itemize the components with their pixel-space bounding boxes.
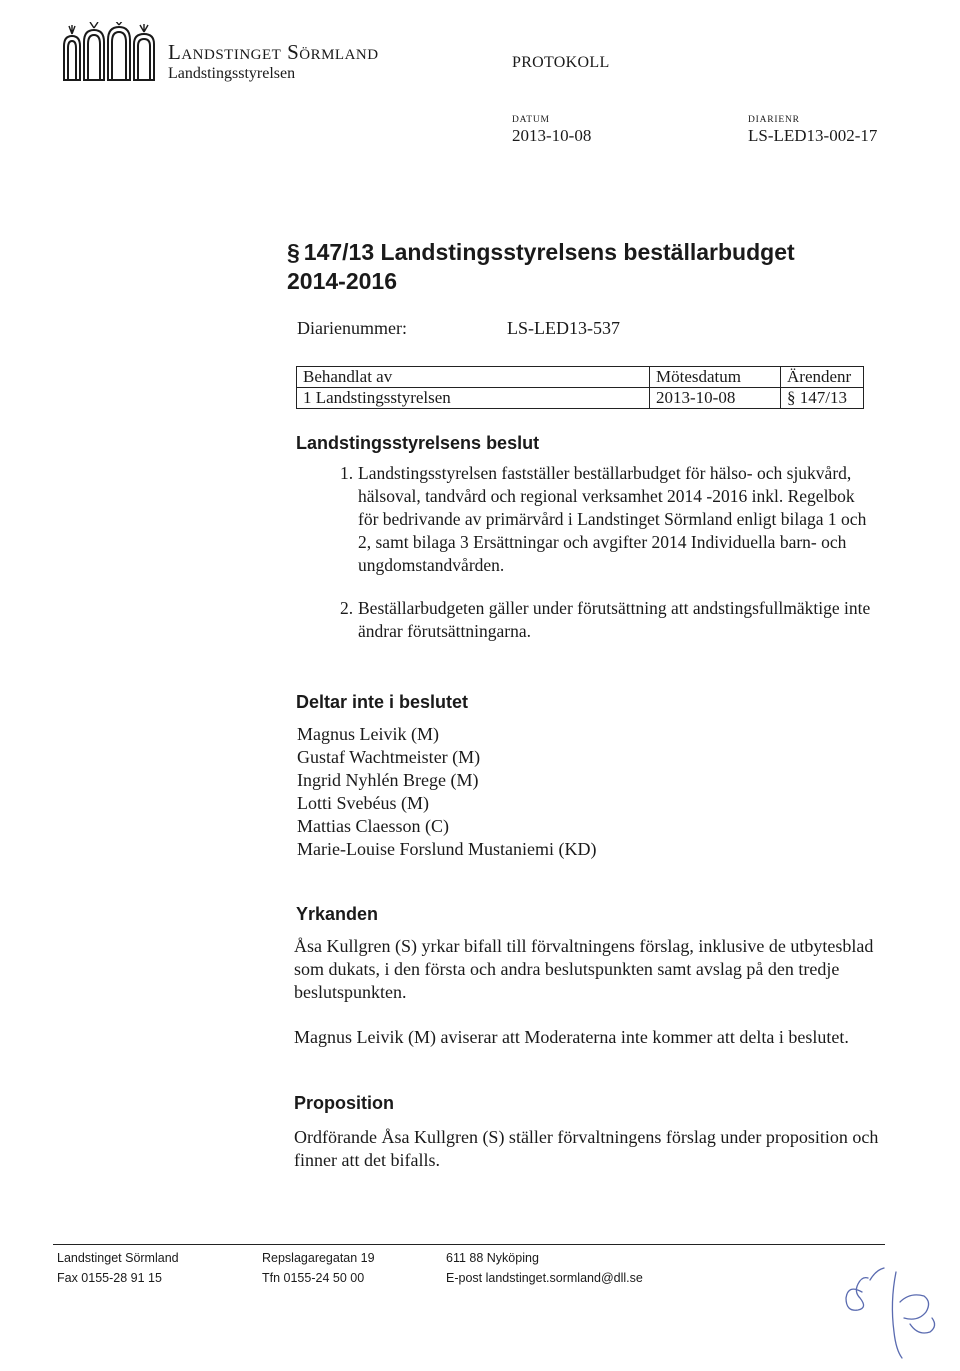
footer-fax: Fax 0155-28 91 15: [57, 1271, 162, 1285]
footer-postal: 611 88 Nyköping: [446, 1251, 539, 1265]
document-type: PROTOKOLL: [512, 54, 610, 71]
proposition-paragraph: Ordförande Åsa Kullgren (S) ställer förvaltningens förslag under proposition och finner att det bifalls.: [294, 1127, 879, 1170]
table-cell: § 147/13: [781, 388, 864, 409]
handwritten-initials: [840, 1262, 950, 1362]
table-cell: 2013-10-08: [650, 388, 781, 409]
table-header-cell: Mötesdatum: [650, 367, 781, 388]
footer-divider: [53, 1244, 885, 1245]
list-item: Mattias Claesson (C): [297, 816, 449, 836]
org-subtitle: Landstingsstyrelsen: [168, 65, 296, 82]
page-title: [287, 238, 847, 296]
deltar-inte-list: [297, 723, 596, 861]
yrkanden-paragraph: Åsa Kullgren (S) yrkar bifall till förvaltningens förslag, inklusive de utbytesblad som dukats, i den första och andra beslutspunkten samt avslag på den tredje beslutspunkten.: [294, 936, 874, 1002]
footer-phone: Tfn 0155-24 50 00: [262, 1271, 365, 1285]
title-text: 147/13 Landstingsstyrelsens beställarbudget 2014-2016: [287, 239, 795, 294]
table-header-cell: Ärendenr: [781, 367, 864, 388]
footer-street: Repslagaregatan 19: [262, 1251, 375, 1265]
diarienummer-label: Diarienummer:: [297, 318, 407, 338]
list-item: Marie-Louise Forslund Mustaniemi (KD): [297, 839, 597, 859]
list-item: Magnus Leivik (M): [297, 724, 439, 744]
table-cell: 1 Landstingsstyrelsen: [297, 388, 650, 409]
table-header-row: [297, 367, 864, 388]
list-item-text: Landstingsstyrelsen fastställer beställarbudget för hälso- och sjukvård, hälsoval, tandvård och regional verksamhet 2014 -2016 inkl. Regelbok för bedrivande av primärvård i Landstinget Sörmland enligt bilaga 1 och 2, samt bilaga 3 Ersättningar och avgifter 2014 Individuella barn- och ungdomstandvården.: [358, 463, 867, 575]
deltar-inte-heading: Deltar inte i beslutet: [296, 692, 469, 712]
table-header-cell: Behandlat av: [297, 367, 650, 388]
list-item: [296, 597, 876, 643]
beslut-heading: Landstingsstyrelsens beslut: [296, 433, 540, 453]
list-item: Ingrid Nyhlén Brege (M): [297, 770, 479, 790]
list-item: [296, 462, 876, 577]
footer-org: Landstinget Sörmland: [57, 1251, 179, 1265]
beslut-list: [296, 462, 876, 663]
list-item-text: Beställarbudgeten gäller under förutsättning att andstingsfullmäktige inte ändrar förutsättningarna.: [358, 598, 871, 641]
datum-label: DATUM: [512, 115, 550, 125]
landstinget-logo: [58, 22, 158, 86]
diarienr-label: DIARIENR: [748, 115, 800, 125]
list-item-number: 2.: [340, 598, 354, 618]
behandlat-table: [296, 366, 864, 409]
list-item-number: 1.: [340, 463, 354, 483]
proposition-heading: Proposition: [294, 1093, 394, 1113]
list-item: Gustaf Wachtmeister (M): [297, 747, 481, 767]
diarienummer-value: LS-LED13-537: [507, 318, 620, 338]
table-row: [297, 388, 864, 409]
org-name: Landstinget Sörmland: [168, 40, 379, 64]
list-item: Lotti Svebéus (M): [297, 793, 429, 813]
yrkanden-heading: Yrkanden: [296, 904, 379, 924]
yrkanden-paragraph: Magnus Leivik (M) aviserar att Moderaterna inte kommer att delta i beslutet.: [294, 1027, 849, 1047]
footer-email: E-post landstinget.sormland@dll.se: [446, 1271, 643, 1285]
datum-value: 2013-10-08: [512, 126, 592, 145]
section-symbol: §: [287, 239, 300, 265]
diarienr-value: LS-LED13-002-17: [748, 126, 878, 145]
